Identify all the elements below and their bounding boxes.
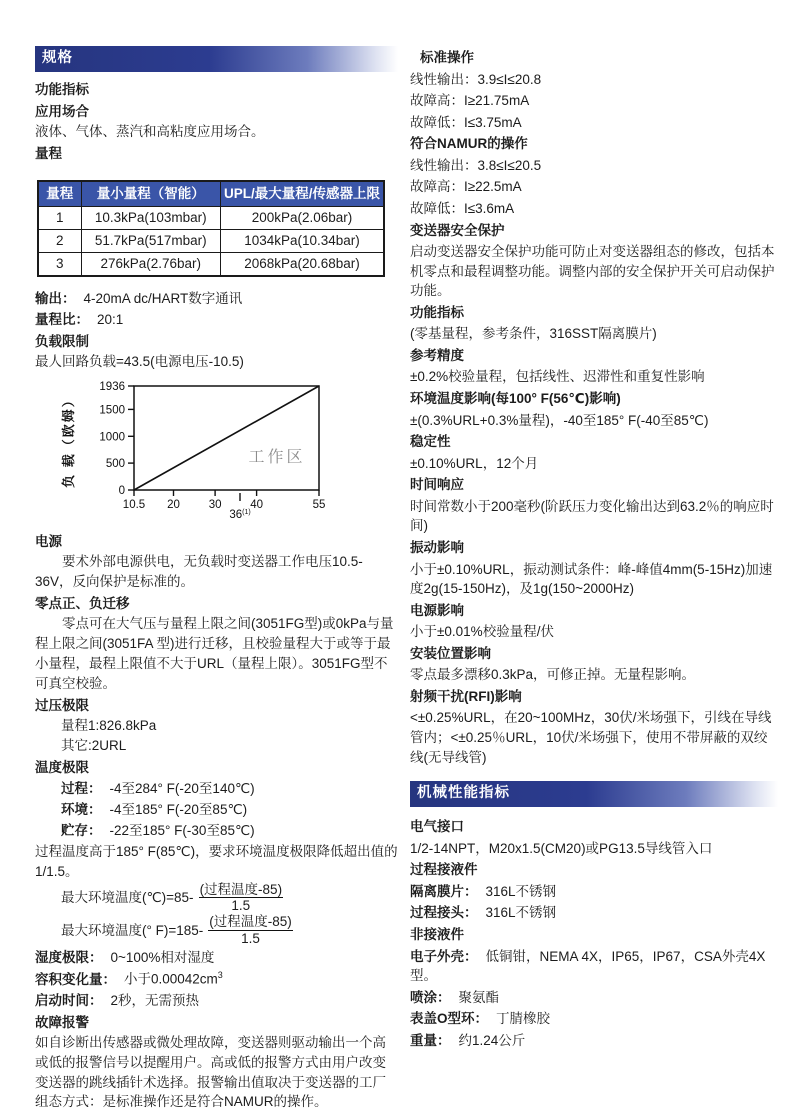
temp-ambient-label: 环境： [61,801,102,817]
temp-process-value: -4至284° F(-20至140℃) [109,780,255,796]
overpressure-others: 其它:2URL [61,737,127,753]
weight-label: 重量： [410,1032,451,1048]
reference-accuracy-text: ±0.2%校验量程，包括线性、迟滞性和重复性影响 [410,369,705,385]
right-column [410,46,778,1112]
range-table-header-upl: UPL/最大量程/传感器上限 [220,181,384,206]
heading-standard-operation: 标准操作 [420,50,474,65]
load-chart-svg [59,378,361,524]
formula-c-prefix: 最大环境温度(℃)=85- [61,889,194,905]
load-limit-formula: 最人回路负载=43.5(电源电压-10.5) [35,354,244,370]
range-table [37,180,385,277]
paint-value: 聚氨酯 [458,989,499,1005]
left-column [35,46,398,1112]
application-text: 液体、气体、蒸汽和高粘度应用场合。 [35,124,265,140]
temp-process-label: 过程： [61,780,102,796]
zero-elevation-text: 零点可在大气压与量程上限之间(3051FG型)或0kPa与量程上限之间(3051FA 型)进行迁移，且校验量程大于或等于最小量程，最程上限值不大于URL（量程上限）。3051FG型不可真空校验。 [35,615,394,691]
max-ambient-temp-formula-c [35,882,398,915]
x-footnote-value: 36 [229,509,243,522]
formula-f-denominator: 1.5 [241,931,260,947]
x-tick-label: 55 [312,499,326,512]
std-fail-high: 故障高：I≥21.75mA [410,93,530,109]
x-tick-label: 30 [208,499,222,512]
heading-power-effect: 电源影响 [410,602,464,618]
overpressure-range1: 量程1:826.8kPa [61,717,157,733]
startup-time-value: 2秒，无需预热 [110,992,200,1008]
vibration-effect-text: 小于±0.10%URL，振动测试条件：峰-峰值4mm(5-15Hz)加速度2g(15-150Hz)，及1g(150~2000Hz) [410,561,773,597]
volume-change-value: 小于0.00042cm [124,971,218,987]
y-tick-label: 1936 [99,381,125,394]
heading-transmitter-security: 变送器安全保护 [410,222,505,238]
process-connection-line [410,903,778,923]
temp-process-line [35,779,398,799]
startup-time-label: 启动时间： [35,992,103,1008]
formula-c-numerator: (过程温度-85) [199,881,283,897]
heading-power-supply: 电源 [35,534,62,550]
banner-mechanical-title: 机械性能指标 [417,785,510,802]
heading-zero-elevation: 零点正、负迁移 [35,595,130,611]
temp-storage-line [35,821,398,841]
range-cell: 2 [38,230,81,253]
y-axis-title: 负 载（欧姆） [61,392,76,488]
range-cell: 3 [38,253,81,276]
volume-change-line [35,969,398,989]
formula-c-denominator: 1.5 [231,898,251,914]
formula-c-fraction [199,882,284,915]
range-table-header-minspan: 量小量程（智能） [81,181,220,206]
x-tick-label: 20 [167,499,180,512]
isolating-diaphragm-line [410,882,778,902]
range-cell: 1 [38,207,81,230]
time-response-text: 时间常数小于200毫秒(阶跃压力变化输出达到63.2％的响应时间) [410,498,774,534]
turndown-label: 量程比： [35,312,89,328]
electronics-housing-line [410,947,778,986]
ambient-temp-effect-text: ±(0.3%URL+0.3%量程)，-40至185° F(-40至85℃) [410,412,709,428]
paint-line [410,988,778,1008]
cover-oring-label: 表盖O型环： [410,1011,489,1027]
chart-load-line [134,386,319,490]
minspan-cell: 51.7kPa(517mbar) [81,230,220,253]
max-ambient-temp-formula-f [35,914,398,947]
transmitter-security-text: 启动变送器安全保护功能可防止对变送器组态的修改，包括本机零点和最程调整功能。调整内部的安全保护开关可启动保护功能。 [410,244,775,299]
heading-temperature-limits: 温度极限 [35,759,89,775]
temp-storage-label: 贮存： [61,822,102,838]
rfi-effect-text: <±0.25%URL，在20~100MHz，30伏/米场强下，引线在导线管内；<±0.25％URL，10伏/米场强下，使用不带屏蔽的双绞线(无导线管) [410,710,772,765]
work-area-annotation: 工作区 [248,449,306,467]
humidity-value: 0~100%相对湿度 [110,950,215,966]
section-banner-specs [35,46,398,72]
temp-ambient-line [35,800,398,820]
failure-alarm-text: 如自诊断出传感器或微处理故障，变送器则驱动输出一个高或低的报警信号以提醒用户。高或低的报警方式由用户改变变送器的跳线插针术选择。报警输出值取决于变送器的工厂组态方式：是标准操作还是符合NAMUR的操作。 [35,1034,386,1110]
heading-function-spec: 功能指标 [35,82,89,98]
heading-rfi-effect: 射频干扰(RFI)影响 [410,688,522,704]
upl-cell: 200kPa(2.06bar) [220,207,384,230]
table-row [38,230,384,253]
y-tick-label: 0 [118,485,125,498]
section-banner-mechanical [410,781,778,807]
heading-load-limit: 负载限制 [35,334,89,350]
y-tick-label: 1500 [99,404,125,417]
upl-cell: 1034kPa(10.34bar) [220,230,384,253]
power-effect-text: 小于±0.01%校验量程/伏 [410,624,554,640]
isolating-diaphragm-label: 隔离膜片： [410,883,478,899]
banner-specs-title: 规格 [42,50,73,66]
process-connection-label: 过程接头： [410,905,478,921]
startup-time-line [35,991,398,1011]
x-footnote-sup: (1) [242,509,251,517]
formula-f-fraction [208,914,293,947]
temp-derating-note: 过程温度高于185° F(85℃)，要求环境温度极限降低超出值的1/1.5。 [35,843,398,879]
heading-failure-alarm: 故障报警 [35,1014,89,1030]
heading-overpressure: 过压极限 [35,697,89,713]
weight-value: 约1.24公斤 [458,1032,526,1048]
range-table-header-range: 量程 [38,181,81,206]
output-label: 输出： [35,291,76,307]
electronics-housing-value: 低铜钳，NEMA 4X，IP65，IP67，CSA外壳4X型。 [410,948,766,984]
range-table-header-row [38,181,384,206]
volume-change-sup: 3 [217,970,223,981]
x-footnote-label [229,509,250,521]
heading-performance-spec: 功能指标 [410,304,464,320]
heading-mounting-effect: 安装位置影响 [410,645,491,661]
temp-storage-value: -22至185° F(-30至85℃) [109,822,255,838]
cover-oring-value: 丁腈橡胶 [496,1011,551,1027]
power-supply-text: 要术外部电源供电，无负载时变送器工作电压10.5-36V，反向保护是标准的。 [35,554,363,589]
minspan-cell: 276kPa(2.76bar) [81,253,220,276]
load-limit-chart [59,378,398,530]
heading-time-response: 时间响应 [410,477,464,493]
isolating-diaphragm-value: 316L不锈钢 [485,883,557,899]
output-value: 4-20mA dc/HART数字通讯 [83,291,243,307]
namur-linear-output: 线性输出：3.8≤I≤20.5 [410,157,542,173]
cover-oring-line [410,1009,778,1029]
table-row [38,207,384,230]
upl-cell: 2068kPa(20.68bar) [220,253,384,276]
heading-stability: 稳定性 [410,434,451,450]
performance-conditions: (零基量程，参考条件，316SST隔离膜片) [410,326,657,342]
paint-label: 喷涂： [410,989,451,1005]
weight-line [410,1031,778,1051]
temp-ambient-value: -4至185° F(-20至85℃) [109,801,248,817]
process-connection-value: 316L不锈钢 [485,905,557,921]
formula-f-prefix: 最大环境温度(° F)=185- [61,922,204,938]
electronics-housing-label: 电子外壳： [410,948,478,964]
namur-fail-high: 故障高：I≥22.5mA [410,179,522,195]
x-tick-label: 10.5 [122,499,146,512]
heading-process-wetted-parts: 过程接液件 [410,862,478,878]
heading-vibration-effect: 振动影响 [410,539,464,555]
x-tick-label: 40 [250,499,263,512]
heading-range: 量程 [35,146,62,162]
mounting-effect-text: 零点最多漂移0.3kPa，可修正掉。无量程影响。 [410,667,696,683]
turndown-line [35,310,398,330]
y-tick-label: 1000 [99,431,125,444]
turndown-value: 20:1 [97,312,124,328]
humidity-line [35,948,398,968]
heading-reference-accuracy: 参考精度 [410,347,464,363]
heading-nonwetted-parts: 非接液件 [410,926,464,942]
heading-namur-operation: 符合NAMUR的操作 [410,136,528,152]
stability-text: ±0.10%URL，12个月 [410,455,539,471]
heading-application: 应用场合 [35,104,89,120]
table-row [38,253,384,276]
electrical-connections-text: 1/2-14NPT，M20x1.5(CM20)或PG13.5导线管入口 [410,840,713,856]
namur-fail-low: 故障低：I≤3.6mA [410,200,515,216]
output-line [35,289,398,309]
std-linear-output: 线性输出：3.9≤I≤20.8 [410,71,542,87]
volume-change-label: 容积变化量： [35,971,116,987]
heading-ambient-temp-effect: 环境温度影响(每100° F(56℃)影响) [410,391,621,406]
std-fail-low: 故障低：I≤3.75mA [410,114,522,130]
humidity-label: 湿度极限： [35,950,103,966]
formula-f-numerator: (过程温度-85) [209,914,292,930]
y-tick-label: 500 [105,458,125,471]
minspan-cell: 10.3kPa(103mbar) [81,207,220,230]
heading-electrical-connections: 电气接口 [410,819,464,835]
